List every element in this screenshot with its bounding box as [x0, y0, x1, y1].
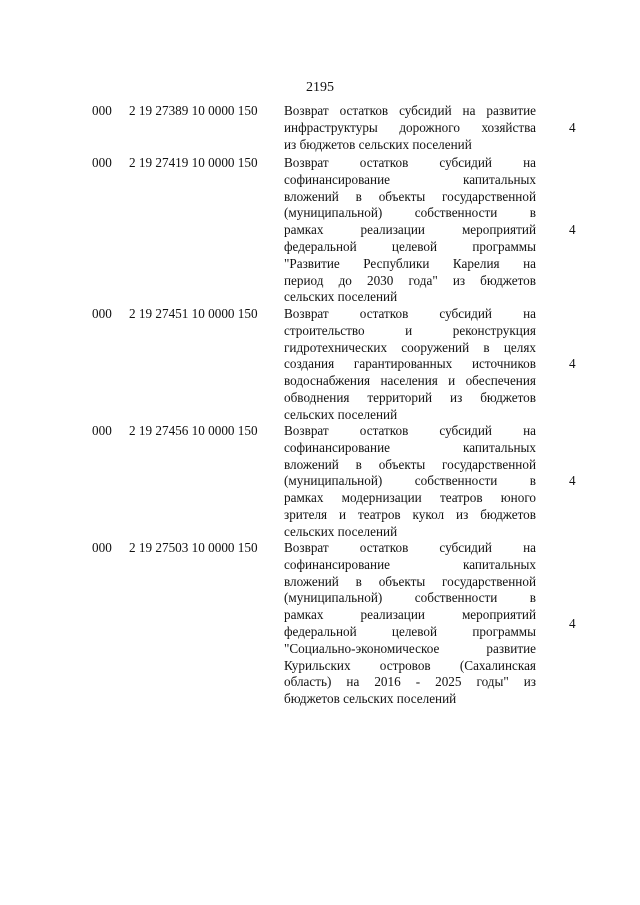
table-row	[0, 103, 640, 153]
admin-code: 000	[92, 306, 112, 321]
description-line: софинансирование капитальных	[284, 556, 536, 572]
description-line: сельских поселений	[284, 406, 398, 422]
amount-value: 4	[569, 119, 576, 135]
description-line: вложений в объекты государственной	[284, 188, 536, 204]
income-description	[284, 103, 536, 153]
description-line: Курильских островов (Сахалинская	[284, 657, 536, 673]
description-line: Возврат остатков субсидий на развитие	[284, 103, 536, 118]
budget-classification-code: 2 19 27389 10 0000 150	[129, 103, 258, 118]
income-description	[284, 306, 536, 424]
admin-code: 000	[92, 540, 112, 555]
description-line: рамках реализации мероприятий	[284, 607, 536, 623]
description-line: водоснабжения населения и обеспечения	[284, 373, 536, 389]
budget-classification-code: 2 19 27456 10 0000 150	[129, 423, 258, 438]
description-line: область) на 2016 - 2025 годы" из	[284, 674, 536, 690]
page-number: 2195	[306, 80, 334, 95]
description-line: софинансирование капитальных	[284, 171, 536, 187]
description-line: из бюджетов сельских поселений	[284, 136, 472, 152]
description-line: вложений в объекты государственной	[284, 573, 536, 589]
description-line: обводнения территорий из бюджетов	[284, 389, 536, 405]
budget-classification-code: 2 19 27451 10 0000 150	[129, 306, 258, 321]
description-line: федеральной целевой программы	[284, 238, 536, 254]
income-description	[284, 155, 536, 306]
table-row	[0, 423, 640, 541]
description-line: Возврат остатков субсидий на	[284, 423, 536, 438]
amount-value: 4	[569, 473, 576, 489]
description-line: Возврат остатков субсидий на	[284, 155, 536, 170]
admin-code: 000	[92, 155, 112, 170]
description-line: "Социально-экономическое развитие	[284, 640, 536, 656]
income-description	[284, 540, 536, 708]
table-row	[0, 306, 640, 424]
admin-code: 000	[92, 423, 112, 438]
budget-classification-code: 2 19 27419 10 0000 150	[129, 155, 258, 170]
income-description	[284, 423, 536, 541]
description-line: строительство и реконструкция	[284, 322, 536, 338]
amount-value: 4	[569, 615, 576, 631]
description-line: создания гарантированных источников	[284, 356, 536, 372]
description-line: сельских поселений	[284, 289, 398, 305]
table-row	[0, 155, 640, 306]
description-line: (муниципальной) собственности в	[284, 205, 536, 221]
description-line: период до 2030 года" из бюджетов	[284, 272, 536, 288]
table-row	[0, 540, 640, 708]
amount-value: 4	[569, 222, 576, 238]
description-line: софинансирование капитальных	[284, 439, 536, 455]
description-line: сельских поселений	[284, 523, 398, 539]
description-line: бюджетов сельских поселений	[284, 691, 457, 707]
description-line: "Развитие Республики Карелия на	[284, 255, 536, 271]
description-line: федеральной целевой программы	[284, 623, 536, 639]
description-line: гидротехнических сооружений в целях	[284, 339, 536, 355]
budget-classification-code: 2 19 27503 10 0000 150	[129, 540, 258, 555]
description-line: рамках модернизации театров юного	[284, 490, 536, 506]
amount-value: 4	[569, 356, 576, 372]
description-line: инфраструктуры дорожного хозяйства	[284, 119, 536, 135]
description-line: Возврат остатков субсидий на	[284, 540, 536, 555]
description-line: рамках реализации мероприятий	[284, 222, 536, 238]
description-line: вложений в объекты государственной	[284, 456, 536, 472]
description-line: зрителя и театров кукол из бюджетов	[284, 506, 536, 522]
admin-code: 000	[92, 103, 112, 118]
description-line: (муниципальной) собственности в	[284, 590, 536, 606]
description-line: (муниципальной) собственности в	[284, 473, 536, 489]
description-line: Возврат остатков субсидий на	[284, 306, 536, 321]
